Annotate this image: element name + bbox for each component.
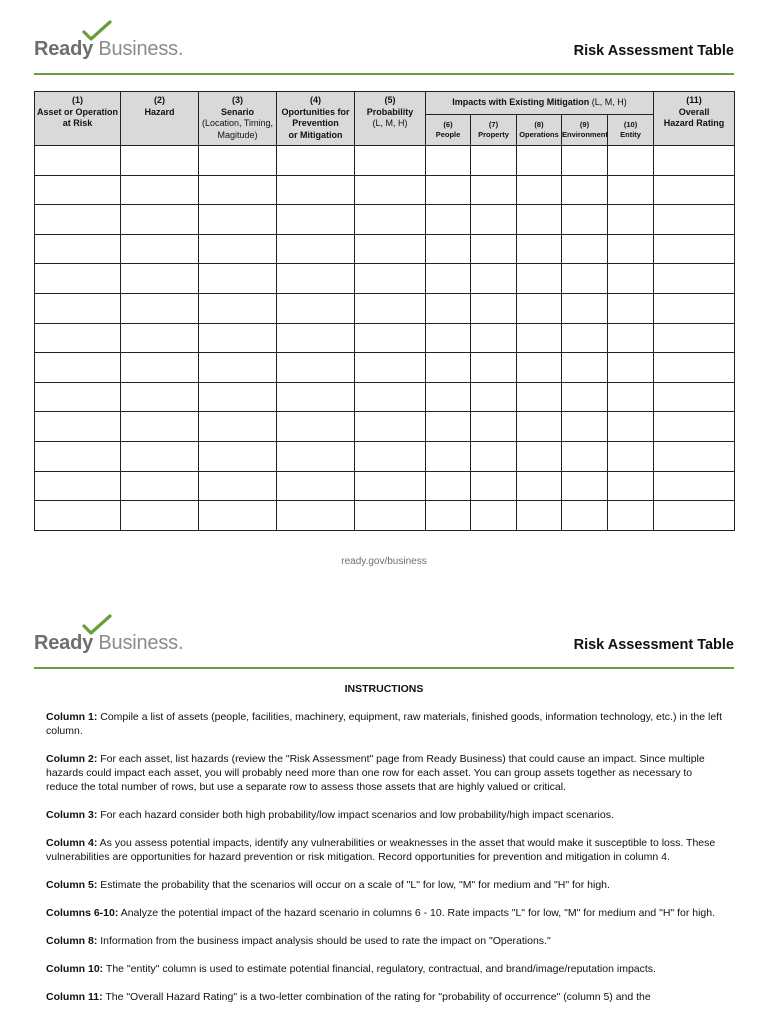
table-cell[interactable] — [199, 205, 277, 235]
table-cell[interactable] — [562, 264, 608, 294]
table-cell[interactable] — [121, 353, 199, 383]
table-cell[interactable] — [199, 471, 277, 501]
col-opportunities-header: (4) Oportunities for Prevention or Mitigation — [277, 92, 355, 146]
table-cell[interactable] — [426, 382, 471, 412]
header-divider — [34, 667, 734, 669]
table-cell[interactable] — [517, 501, 562, 531]
table-cell[interactable] — [355, 323, 426, 353]
col-hazard-header: (2) Hazard — [121, 92, 199, 146]
table-cell[interactable] — [608, 471, 654, 501]
table-cell[interactable] — [471, 382, 517, 412]
page-title: Risk Assessment Table — [573, 43, 734, 59]
col-probability-header: (5) Probability (L, M, H) — [355, 92, 426, 146]
instruction-label: Column 3: — [46, 809, 98, 821]
table-cell[interactable] — [277, 323, 355, 353]
table-cell[interactable] — [35, 353, 121, 383]
instruction-label: Column 8: — [46, 935, 98, 947]
table-cell[interactable] — [654, 146, 735, 176]
col-scenario-header: (3) Senario (Location, Timing, Magitude) — [199, 92, 277, 146]
table-cell[interactable] — [199, 264, 277, 294]
ready-business-logo — [34, 20, 194, 66]
table-cell[interactable] — [355, 441, 426, 471]
table-row — [35, 264, 735, 294]
table-cell[interactable] — [517, 353, 562, 383]
table-cell[interactable] — [426, 205, 471, 235]
table-cell[interactable] — [121, 293, 199, 323]
instruction-item — [46, 962, 722, 976]
table-cell[interactable] — [35, 175, 121, 205]
table-cell[interactable] — [654, 471, 735, 501]
table-cell[interactable] — [121, 382, 199, 412]
table-cell[interactable] — [199, 441, 277, 471]
table-cell[interactable] — [199, 323, 277, 353]
table-cell[interactable] — [199, 501, 277, 531]
table-cell[interactable] — [426, 175, 471, 205]
table-cell[interactable] — [121, 146, 199, 176]
table-cell[interactable] — [654, 234, 735, 264]
col-overall-rating-header: (11) Overall Hazard Rating — [654, 92, 735, 146]
table-cell[interactable] — [608, 441, 654, 471]
table-cell[interactable] — [199, 234, 277, 264]
instruction-text: The "entity" column is used to estimate potential financial, regulatory, contractual, and brand/image/reputation impacts. — [103, 963, 656, 975]
table-cell[interactable] — [35, 501, 121, 531]
table-cell[interactable] — [608, 293, 654, 323]
table-cell[interactable] — [654, 264, 735, 294]
table-cell[interactable] — [471, 353, 517, 383]
table-cell[interactable] — [517, 175, 562, 205]
table-cell[interactable] — [199, 175, 277, 205]
table-cell[interactable] — [654, 441, 735, 471]
table-cell[interactable] — [562, 175, 608, 205]
table-cell[interactable] — [121, 234, 199, 264]
table-cell[interactable] — [471, 501, 517, 531]
table-row — [35, 323, 735, 353]
table-cell[interactable] — [35, 382, 121, 412]
logo-ready-text: Ready — [34, 632, 94, 654]
table-cell[interactable] — [426, 471, 471, 501]
table-cell[interactable] — [35, 441, 121, 471]
table-cell[interactable] — [355, 293, 426, 323]
instruction-text: Estimate the probability that the scenarios will occur on a scale of "L" for low, "M" for medium and "H" for high. — [97, 879, 610, 891]
table-cell[interactable] — [277, 205, 355, 235]
table-cell[interactable] — [654, 382, 735, 412]
table-cell[interactable] — [654, 323, 735, 353]
logo-ready-text: Ready — [34, 38, 94, 60]
table-cell[interactable] — [426, 234, 471, 264]
table-cell[interactable] — [654, 175, 735, 205]
page-title: Risk Assessment Table — [573, 637, 734, 653]
table-cell[interactable] — [199, 412, 277, 442]
table-cell[interactable] — [517, 323, 562, 353]
table-cell[interactable] — [199, 353, 277, 383]
table-cell[interactable] — [562, 323, 608, 353]
instruction-item — [46, 934, 722, 948]
table-cell[interactable] — [277, 412, 355, 442]
footer-url: ready.gov/business — [341, 556, 427, 567]
table-cell[interactable] — [608, 175, 654, 205]
table-cell[interactable] — [471, 175, 517, 205]
col-environment-header: (9) Environment — [562, 115, 608, 146]
logo-business-text: Business. — [98, 38, 184, 60]
instructions-list — [46, 710, 722, 1004]
table-cell[interactable] — [35, 146, 121, 176]
table-cell[interactable] — [199, 146, 277, 176]
instruction-label: Column 2: — [46, 753, 98, 765]
instruction-label: Column 1: — [46, 711, 98, 723]
table-cell[interactable] — [562, 412, 608, 442]
table-row — [35, 501, 735, 531]
table-cell[interactable] — [426, 353, 471, 383]
table-cell[interactable] — [426, 293, 471, 323]
table-cell[interactable] — [608, 323, 654, 353]
instruction-text: For each hazard consider both high probability/low impact scenarios and low probability/high impact scenarios. — [97, 809, 614, 821]
table-cell[interactable] — [471, 146, 517, 176]
instruction-item — [46, 990, 722, 1004]
table-cell[interactable] — [517, 441, 562, 471]
table-cell[interactable] — [277, 353, 355, 383]
table-cell[interactable] — [35, 264, 121, 294]
logo-business-text: Business. — [98, 632, 184, 654]
table-cell[interactable] — [517, 205, 562, 235]
table-cell[interactable] — [277, 146, 355, 176]
table-cell[interactable] — [121, 175, 199, 205]
table-cell[interactable] — [355, 264, 426, 294]
table-cell[interactable] — [608, 205, 654, 235]
table-cell[interactable] — [608, 264, 654, 294]
table-cell[interactable] — [608, 501, 654, 531]
table-cell[interactable] — [426, 146, 471, 176]
table-cell[interactable] — [654, 293, 735, 323]
page-header — [34, 594, 734, 670]
instruction-text: For each asset, list hazards (review the "Risk Assessment" page from Ready Business) that could cause an impact. Since multiple hazards could impact each asset, you will probably need more than one row for each asset. You can group assets together as necessary to reduce the total number of rows, but use a separate row to assess those assets that are highly valued or critical. — [46, 753, 705, 793]
col-operations-header: (8) Operations — [517, 115, 562, 146]
instruction-text: As you assess potential impacts, identify any vulnerabilities or weaknesses in the asset that would make it susceptible to loss. These vulnerabilities are opportunities for hazard prevention or risk mitigation. Record opportunities for prevention and mitigation in column 4. — [46, 837, 716, 863]
table-row — [35, 234, 735, 264]
table-row — [35, 353, 735, 383]
table-cell[interactable] — [517, 234, 562, 264]
table-row — [35, 471, 735, 501]
table-row — [35, 441, 735, 471]
risk-assessment-table — [34, 91, 735, 531]
col-entity-header: (10) Entity — [608, 115, 654, 146]
instructions-section — [46, 682, 722, 1018]
table-cell[interactable] — [35, 323, 121, 353]
table-cell[interactable] — [277, 264, 355, 294]
instruction-label: Column 11: — [46, 991, 103, 1003]
table-row — [35, 146, 735, 176]
table-cell[interactable] — [121, 264, 199, 294]
table-cell[interactable] — [471, 412, 517, 442]
table-cell[interactable] — [35, 471, 121, 501]
table-cell[interactable] — [426, 501, 471, 531]
table-cell[interactable] — [608, 412, 654, 442]
table-cell[interactable] — [121, 323, 199, 353]
instruction-item — [46, 878, 722, 892]
table-cell[interactable] — [517, 382, 562, 412]
table-cell[interactable] — [562, 353, 608, 383]
table-cell[interactable] — [355, 382, 426, 412]
table-cell[interactable] — [199, 293, 277, 323]
table-row — [35, 205, 735, 235]
instruction-label: Column 5: — [46, 879, 98, 891]
impacts-group-header: Impacts with Existing Mitigation (L, M, H) — [426, 92, 654, 115]
table-cell[interactable] — [121, 501, 199, 531]
table-cell[interactable] — [517, 264, 562, 294]
col-people-header: (6) People — [426, 115, 471, 146]
table-body — [35, 146, 735, 531]
table-cell[interactable] — [35, 205, 121, 235]
table-cell[interactable] — [121, 412, 199, 442]
table-cell[interactable] — [199, 382, 277, 412]
table-cell[interactable] — [654, 501, 735, 531]
table-cell[interactable] — [277, 234, 355, 264]
table-row — [35, 175, 735, 205]
table-cell[interactable] — [355, 501, 426, 531]
instruction-label: Column 10: — [46, 963, 104, 975]
table-cell[interactable] — [277, 441, 355, 471]
instruction-item — [46, 836, 722, 864]
instruction-item — [46, 906, 722, 920]
instruction-label: Columns 6-10: — [46, 907, 119, 919]
table-cell[interactable] — [562, 382, 608, 412]
table-cell[interactable] — [277, 471, 355, 501]
page-header — [34, 0, 734, 76]
table-cell[interactable] — [562, 471, 608, 501]
table-cell[interactable] — [355, 234, 426, 264]
table-cell[interactable] — [277, 382, 355, 412]
col-asset-header: (1) Asset or Operation at Risk — [35, 92, 121, 146]
table-cell[interactable] — [121, 441, 199, 471]
instruction-item — [46, 808, 722, 822]
table-cell[interactable] — [562, 501, 608, 531]
instruction-label: Column 4: — [46, 837, 98, 849]
table-cell[interactable] — [355, 353, 426, 383]
table-cell[interactable] — [121, 205, 199, 235]
table-cell[interactable] — [121, 471, 199, 501]
table-cell[interactable] — [471, 471, 517, 501]
table-cell[interactable] — [277, 501, 355, 531]
instruction-item — [46, 710, 722, 738]
table-cell[interactable] — [654, 353, 735, 383]
table-cell[interactable] — [35, 234, 121, 264]
table-cell[interactable] — [277, 175, 355, 205]
table-cell[interactable] — [35, 412, 121, 442]
table-cell[interactable] — [471, 441, 517, 471]
table-cell[interactable] — [471, 205, 517, 235]
table-cell[interactable] — [517, 293, 562, 323]
instruction-text: Compile a list of assets (people, facilities, machinery, equipment, raw materials, finished goods, information technology, etc.) in the left column. — [46, 711, 723, 737]
table-cell[interactable] — [471, 293, 517, 323]
table-cell[interactable] — [654, 412, 735, 442]
instructions-heading: INSTRUCTIONS — [344, 683, 424, 695]
table-cell[interactable] — [355, 412, 426, 442]
table-cell[interactable] — [35, 293, 121, 323]
table-cell[interactable] — [426, 323, 471, 353]
table-cell[interactable] — [471, 323, 517, 353]
header-divider — [34, 73, 734, 75]
instruction-text: Analyze the potential impact of the hazard scenario in columns 6 - 10. Rate impacts "L" for low, "M" for medium and "H" for high. — [118, 907, 716, 919]
table-cell[interactable] — [517, 471, 562, 501]
table-cell[interactable] — [562, 293, 608, 323]
table-cell[interactable] — [355, 205, 426, 235]
table-cell[interactable] — [426, 412, 471, 442]
table-row — [35, 382, 735, 412]
table-cell[interactable] — [355, 175, 426, 205]
instruction-text: Information from the business impact analysis should be used to rate the impact on "Operations." — [97, 935, 551, 947]
table-cell[interactable] — [471, 264, 517, 294]
table-cell[interactable] — [426, 441, 471, 471]
ready-business-logo — [34, 614, 194, 660]
table-row — [35, 412, 735, 442]
col-property-header: (7) Property — [471, 115, 517, 146]
table-cell[interactable] — [517, 146, 562, 176]
table-cell[interactable] — [608, 234, 654, 264]
table-cell[interactable] — [517, 412, 562, 442]
instruction-text: The "Overall Hazard Rating" is a two-letter combination of the rating for "probability of occurrence" (column 5) and the — [102, 991, 651, 1003]
table-cell[interactable] — [562, 441, 608, 471]
table-cell[interactable] — [426, 264, 471, 294]
table-cell[interactable] — [608, 382, 654, 412]
table-cell[interactable] — [654, 205, 735, 235]
table-cell[interactable] — [562, 146, 608, 176]
table-cell[interactable] — [608, 146, 654, 176]
table-cell[interactable] — [355, 471, 426, 501]
table-cell[interactable] — [471, 234, 517, 264]
instruction-item — [46, 752, 722, 794]
table-cell[interactable] — [562, 205, 608, 235]
table-row — [35, 293, 735, 323]
table-cell[interactable] — [277, 293, 355, 323]
table-cell[interactable] — [355, 146, 426, 176]
table-cell[interactable] — [608, 353, 654, 383]
table-cell[interactable] — [562, 234, 608, 264]
